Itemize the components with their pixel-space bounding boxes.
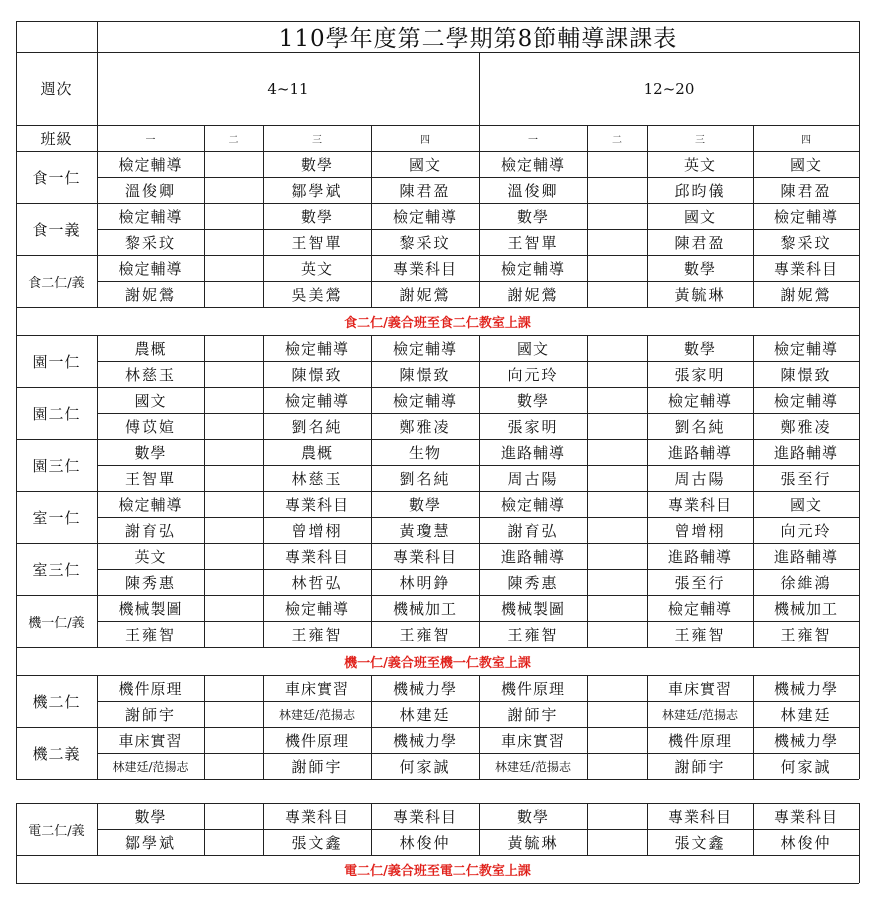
subject-cell: 國文 [516,339,549,358]
teacher-cell: 林建廷 [780,705,832,724]
column-divider [97,803,98,855]
subject-cell: 機件原理 [500,679,565,698]
frame-right [859,151,860,307]
teacher-cell: 謝妮鶯 [507,285,559,304]
teacher-cell: 王雍智 [399,625,451,644]
column-divider [97,151,98,307]
subject-cell: 檢定輔導 [500,495,565,514]
column-divider [587,803,588,855]
class-name: 機二義 [32,744,81,763]
column-divider [204,335,205,647]
week-label: 週次 [40,80,73,98]
subject-cell: 農概 [300,443,333,462]
teacher-cell [204,361,263,387]
class-name: 園二仁 [32,404,81,423]
subject-cell: 專業科目 [392,547,457,566]
subject-cell: 檢定輔導 [773,391,838,410]
subject-cell: 專業科目 [667,807,732,826]
subject-cell [204,803,263,829]
teacher-cell: 王雍智 [780,625,832,644]
teacher-cell: 林明錚 [399,573,451,592]
subject-cell: 進路輔導 [773,443,838,462]
merge-note: 食二仁/義合班至食二仁教室上課 [344,315,531,331]
subject-cell: 機械加工 [392,599,457,618]
column-divider [204,151,205,307]
teacher-cell: 謝妮鶯 [124,285,176,304]
subject-cell: 專業科目 [667,495,732,514]
column-divider [371,151,372,307]
teacher-cell [204,517,263,543]
teacher-cell [587,753,647,779]
class-name: 機二仁 [32,692,81,711]
subject-cell: 生物 [408,443,441,462]
column-divider [647,151,648,307]
week-range-2: 12~20 [643,79,695,98]
teacher-cell: 何家誠 [780,757,832,776]
teacher-cell: 曾增栩 [291,521,343,540]
frame-left [16,855,17,883]
teacher-cell: 曾增栩 [674,521,726,540]
subject-cell: 數學 [516,807,549,826]
teacher-cell: 謝妮鶯 [399,285,451,304]
subject-cell: 檢定輔導 [667,391,732,410]
teacher-cell [204,413,263,439]
subject-cell: 國文 [789,155,822,174]
teacher-cell: 黎采玟 [124,233,176,252]
subject-cell: 機械製圖 [118,599,183,618]
teacher-cell: 王智單 [291,233,343,252]
subject-cell: 檢定輔導 [392,391,457,410]
teacher-cell: 鄒學斌 [124,833,176,852]
subject-cell [204,675,263,701]
page-title: 110學年度第二學期第8節輔導課課表 [278,26,678,52]
subject-cell [204,727,263,753]
column-divider [753,803,754,855]
subject-cell: 檢定輔導 [284,339,349,358]
column-divider [587,335,588,647]
subject-cell: 機械力學 [773,679,838,698]
subject-cell: 進路輔導 [500,443,565,462]
teacher-cell: 劉名純 [399,469,451,488]
day-header: 二 [612,134,622,146]
subject-cell: 檢定輔導 [667,599,732,618]
teacher-cell: 謝育弘 [507,521,559,540]
teacher-cell [587,621,647,647]
column-divider [647,803,648,855]
teacher-cell [587,229,647,255]
subject-cell: 專業科目 [773,807,838,826]
teacher-cell: 陳憬致 [291,365,343,384]
subject-cell: 專業科目 [284,547,349,566]
subject-cell [587,595,647,621]
column-divider [479,803,480,855]
class-name: 室三仁 [32,560,81,579]
subject-cell: 英文 [300,259,333,278]
subject-cell [204,387,263,413]
teacher-cell: 向元玲 [507,365,559,384]
teacher-cell [587,701,647,727]
teacher-cell: 邱昀儀 [674,181,726,200]
teacher-cell: 傅苡媗 [124,417,176,436]
subject-cell [587,491,647,517]
subject-cell: 數學 [134,807,167,826]
teacher-cell [204,569,263,595]
subject-cell: 檢定輔導 [392,207,457,226]
subject-cell [587,727,647,753]
day-header: 四 [801,134,811,146]
day-header: 一 [528,134,538,146]
column-divider [587,675,588,779]
subject-cell: 機件原理 [118,679,183,698]
teacher-cell: 林建廷/范揚志 [112,759,189,774]
subject-cell: 數學 [516,207,549,226]
teacher-cell: 張家明 [674,365,726,384]
column-divider [371,803,372,855]
teacher-cell: 陳憬致 [780,365,832,384]
subject-cell [587,255,647,281]
teacher-cell: 鄒學斌 [291,181,343,200]
teacher-cell: 林慈玉 [124,365,176,384]
subject-cell: 檢定輔導 [500,155,565,174]
frame-right [859,675,860,779]
teacher-cell: 林慈玉 [291,469,343,488]
column-divider [97,335,98,647]
subject-cell: 英文 [683,155,716,174]
teacher-cell: 林建廷/范揚志 [494,759,572,774]
column-divider [647,335,648,647]
column-divider [371,675,372,779]
subject-cell [587,387,647,413]
subject-cell: 進路輔導 [773,547,838,566]
subject-cell: 國文 [789,495,822,514]
teacher-cell [587,517,647,543]
frame-right [859,803,860,855]
note-bottom [16,883,859,884]
teacher-cell: 謝師宇 [291,757,343,776]
subject-cell [204,439,263,465]
class-label: 班級 [40,129,73,148]
subject-cell: 檢定輔導 [773,207,838,226]
column-divider [479,675,480,779]
teacher-cell [587,413,647,439]
subject-cell: 數學 [134,443,167,462]
subject-cell: 數學 [683,259,716,278]
teacher-cell: 鄭雅凌 [399,417,451,436]
subject-cell: 數學 [300,207,333,226]
subject-cell: 英文 [134,547,167,566]
teacher-cell: 王雍智 [291,625,343,644]
teacher-cell: 張至行 [674,573,726,592]
column-divider [587,151,588,307]
subject-cell: 國文 [408,155,441,174]
class-name: 室一仁 [32,508,81,527]
teacher-cell: 陳君盈 [399,181,451,200]
teacher-cell [587,465,647,491]
column-divider [753,675,754,779]
teacher-cell [587,829,647,855]
teacher-cell: 吳美鶯 [291,285,343,304]
subject-cell: 車床實習 [284,679,349,698]
teacher-cell: 周古陽 [507,469,559,488]
teacher-cell: 陳憬致 [399,365,451,384]
subject-cell: 專業科目 [284,495,349,514]
teacher-cell: 王雍智 [124,625,176,644]
teacher-cell: 陳君盈 [674,233,726,252]
teacher-cell [587,361,647,387]
day-header: 一 [145,134,156,146]
column-divider [479,335,480,647]
subject-cell [587,203,647,229]
class-name: 園一仁 [32,352,81,371]
subject-cell: 專業科目 [392,807,457,826]
teacher-cell: 王智單 [124,469,176,488]
teacher-cell: 張文鑫 [674,833,726,852]
subject-cell [204,491,263,517]
subject-cell: 專業科目 [284,807,349,826]
frame-left [16,335,17,647]
subject-cell [587,803,647,829]
teacher-cell [204,753,263,779]
subject-cell: 數學 [408,495,441,514]
teacher-cell: 黎采玟 [399,233,451,252]
class-name: 食二仁/義 [28,275,85,291]
subject-cell: 車床實習 [118,731,183,750]
teacher-cell [204,465,263,491]
class-name: 機一仁/義 [28,615,85,631]
frame-left [16,803,17,855]
column-divider [97,675,98,779]
frame-left [16,647,17,675]
week-range-1: 4~11 [267,79,309,98]
day-header: 二 [228,134,239,146]
subject-cell [204,595,263,621]
subject-cell: 檢定輔導 [392,339,457,358]
teacher-cell: 林俊仲 [399,833,451,852]
day-header: 三 [312,134,322,146]
teacher-cell: 黃瓊慧 [399,521,451,540]
teacher-cell [204,229,263,255]
subject-cell: 進路輔導 [667,547,732,566]
teacher-cell: 溫俊卿 [507,181,559,200]
subject-cell: 進路輔導 [500,547,565,566]
subject-cell: 機械力學 [773,731,838,750]
teacher-cell [204,701,263,727]
column-divider [753,335,754,647]
column-divider [647,675,648,779]
subject-cell [204,335,263,361]
frame-right [859,21,860,151]
teacher-cell: 王智單 [507,233,559,252]
column-divider [263,675,264,779]
subject-cell: 進路輔導 [667,443,732,462]
subject-cell: 專業科目 [773,259,838,278]
teacher-cell: 徐維鴻 [780,573,832,592]
teacher-cell: 張至行 [780,469,832,488]
column-divider [371,335,372,647]
frame-right [859,647,860,675]
frame-left [16,307,17,335]
day-header: 四 [420,134,430,146]
column-divider [263,803,264,855]
merge-note: 機一仁/義合班至機一仁教室上課 [344,655,531,671]
subject-cell: 檢定輔導 [773,339,838,358]
subject-cell [587,151,647,177]
teacher-cell [587,569,647,595]
subject-cell: 機件原理 [667,731,732,750]
teacher-cell [587,177,647,203]
subject-cell [204,255,263,281]
teacher-cell: 向元玲 [780,521,832,540]
teacher-cell: 林哲弘 [291,573,343,592]
teacher-cell: 王雍智 [507,625,559,644]
teacher-cell: 周古陽 [674,469,726,488]
frame-right [859,307,860,335]
subject-cell [587,675,647,701]
teacher-cell: 王雍智 [674,625,726,644]
subject-cell: 檢定輔導 [118,207,183,226]
subject-cell: 專業科目 [392,259,457,278]
class-name: 園三仁 [32,456,81,475]
subject-cell: 檢定輔導 [118,259,183,278]
subject-cell [587,543,647,569]
teacher-cell [204,621,263,647]
column-divider [204,675,205,779]
class-name: 食一仁 [32,168,81,187]
frame-left [16,675,17,779]
teacher-cell: 溫俊卿 [124,181,176,200]
class-name: 食一義 [32,220,81,239]
frame-right [859,855,860,883]
subject-cell: 機件原理 [284,731,349,750]
subject-cell: 農概 [134,339,167,358]
subject-cell: 數學 [516,391,549,410]
subject-cell: 車床實習 [500,731,565,750]
subject-cell: 檢定輔導 [284,391,349,410]
subject-cell [204,151,263,177]
subject-cell [204,203,263,229]
frame-right [859,335,860,647]
class-name: 電二仁/義 [28,823,85,839]
column-divider [753,151,754,307]
teacher-cell [204,829,263,855]
column-divider [479,151,480,307]
subject-cell: 機械加工 [773,599,838,618]
teacher-cell: 黃毓琳 [507,833,559,852]
teacher-cell: 謝師宇 [124,705,176,724]
subject-cell [204,543,263,569]
subject-cell: 數學 [683,339,716,358]
subject-cell [587,439,647,465]
subject-cell: 檢定輔導 [118,155,183,174]
teacher-cell [204,177,263,203]
subject-cell: 數學 [300,155,333,174]
subject-cell: 國文 [134,391,167,410]
subject-cell: 檢定輔導 [500,259,565,278]
teacher-cell: 謝育弘 [124,521,176,540]
teacher-cell: 張文鑫 [291,833,343,852]
teacher-cell: 何家誠 [399,757,451,776]
teacher-cell: 林建廷/范揚志 [661,707,739,722]
teacher-cell: 鄭雅凌 [780,417,832,436]
subject-cell: 車床實習 [667,679,732,698]
teacher-cell: 陳君盈 [780,181,832,200]
teacher-cell [587,281,647,307]
teacher-cell: 張家明 [507,417,559,436]
teacher-cell: 林俊仲 [780,833,832,852]
column-divider [204,803,205,855]
teacher-cell: 劉名純 [674,417,726,436]
subject-cell: 國文 [683,207,716,226]
teacher-cell: 謝師宇 [507,705,559,724]
row-line [16,779,859,780]
merge-note: 電二仁/義合班至電二仁教室上課 [344,863,531,879]
teacher-cell: 陳秀惠 [124,573,176,592]
subject-cell [587,335,647,361]
frame-left [16,151,17,307]
teacher-cell: 林建廷/范揚志 [278,707,356,722]
subject-cell: 檢定輔導 [284,599,349,618]
teacher-cell: 陳秀惠 [507,573,559,592]
subject-cell: 機械力學 [392,679,457,698]
column-divider [263,151,264,307]
teacher-cell: 謝妮鶯 [780,285,832,304]
teacher-cell: 黎采玟 [780,233,832,252]
teacher-cell: 黃毓琳 [674,285,726,304]
day-header: 三 [695,134,705,146]
subject-cell: 檢定輔導 [118,495,183,514]
teacher-cell: 林建廷 [399,705,451,724]
teacher-cell [204,281,263,307]
subject-cell: 機械力學 [392,731,457,750]
subject-cell: 機械製圖 [500,599,565,618]
teacher-cell: 謝師宇 [674,757,726,776]
teacher-cell: 劉名純 [291,417,343,436]
column-divider [263,335,264,647]
